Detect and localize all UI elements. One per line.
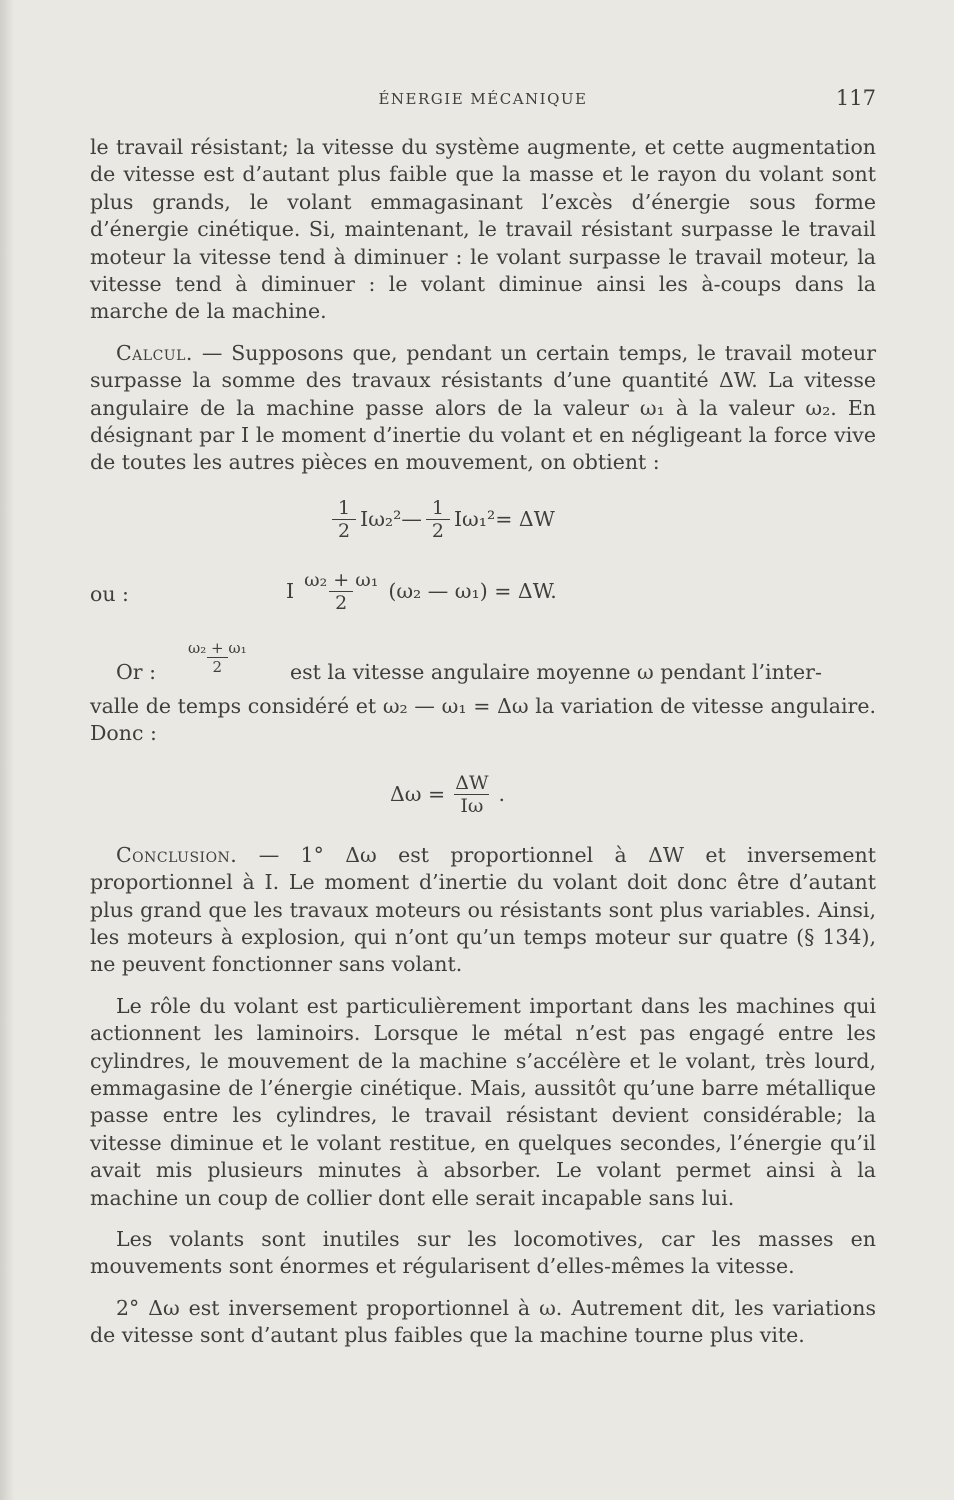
- calcul-text: — Supposons que, pendant un certain temps, le travail moteur surpasse la somme des travaux résistants d’une quantité ΔW. La vitesse angulaire de la machine passe alors de la valeur ω₁ à la valeur ω₂. En désignant par I le moment d’inertie du volant et en négligeant la force vive de toutes les autres pièces en mouvement, on obtient :: [90, 340, 876, 475]
- fraction-half-2: $\frac{1}{2}$: [426, 497, 450, 542]
- fraction-mean-omega: $\frac{\text{ω₂ + ω₁}}{2}$: [304, 569, 379, 615]
- eq1-rhs: = ΔW: [495, 507, 555, 532]
- eq1-term1: Iω₂²: [360, 507, 402, 532]
- or-statement: [90, 635, 876, 693]
- conclusion-label: Conclusion.: [116, 842, 238, 867]
- calcul-label: Calcul.: [116, 340, 193, 365]
- page-header: [90, 86, 876, 116]
- eq2-label: ou :: [90, 581, 129, 606]
- fraction-mean-omega-small: $\frac{\text{ω₂ + ω₁}}{2}$: [188, 638, 247, 676]
- eq2-factor: I: [286, 579, 295, 604]
- paragraph-conclusion: [90, 842, 876, 979]
- paragraph-intro: le travail résistant; la vitesse du système augmente, et cette augmentation de vitesse est d’autant plus faible que la masse et le rayon du volant sont plus grands, le volant emmagasinant l’excès d’énergie sous forme d’énergie cinétique. Si, maintenant, le travail résistant surpasse le travail moteur la vitesse tend à diminuer : le volant surpasse le travail moteur, la vitesse tend à diminuer : le volant diminue ainsi les à-coups dans la marche de la machine.: [90, 135, 876, 324]
- or-label: Or :: [116, 659, 157, 684]
- fraction-deltaW-over-Iomega: $\frac{\Delta W}{I\omega}$: [455, 772, 489, 818]
- page-edge-shadow: [0, 0, 14, 1500]
- paragraph-role-volant: Le rôle du volant est particulièrement important dans les machines qui actionnent les laminoirs. Lorsque le métal n’est pas engagé entre les cylindres, le mouvement de la machine s’accélère et le volant, très lourd, emmagasine de l’énergie cinétique. Mais, aussitôt qu’une barre métallique passe entre les cylindres, le travail résistant devient considérable; la vitesse diminue et le volant restitue, en quelques secondes, l’énergie qu’il avait mis plusieurs minutes à absorber. Le volant permet ainsi à la machine un coup de collier dont elle serait incapable sans lui.: [90, 993, 876, 1210]
- paragraph-calcul: [90, 340, 876, 477]
- paragraph-locomotives: Les volants sont inutiles sur les locomotives, car les masses en mouvements sont énormes et régularisent d’elles-mêmes la vitesse.: [90, 1226, 876, 1279]
- eq3-lhs: Δω =: [390, 781, 446, 806]
- eq3-end: .: [498, 781, 505, 806]
- eq2-rest: (ω₂ — ω₁) = ΔW.: [388, 579, 557, 604]
- equation-kinetic-energy: [90, 491, 876, 549]
- or-continuation: valle de temps considéré et ω₂ — ω₁ = Δω la variation de vitesse angulaire. Donc :: [90, 693, 876, 746]
- equation-delta-omega: [90, 762, 876, 828]
- or-first-line: est la vitesse angulaire moyenne ω pendant l’inter-: [290, 659, 822, 684]
- fraction-half-1: $\frac{1}{2}$: [332, 497, 356, 542]
- eq1-minus: —: [401, 507, 422, 532]
- conclusion-text: — 1° Δω est proportionnel à ΔW et inversement proportionnel à I. Le moment d’inertie du volant doit donc être d’autant plus grand que les travaux moteurs ou résistants sont plus variables. Ainsi, les moteurs à explosion, qui n’ont qu’un temps moteur sur quatre (§ 134), ne peuvent fonctionner sans volant.: [90, 842, 876, 977]
- page-number: 117: [835, 86, 876, 110]
- paragraph-second-point: 2° Δω est inversement proportionnel à ω. Autrement dit, les variations de vitesse sont d’autant plus faibles que la machine tourne plus vite.: [90, 1295, 876, 1348]
- running-title: ÉNERGIE MÉCANIQUE: [378, 90, 588, 108]
- equation-factored: [90, 563, 876, 621]
- eq1-term2: Iω₁²: [453, 507, 496, 532]
- body-text: [90, 134, 876, 1364]
